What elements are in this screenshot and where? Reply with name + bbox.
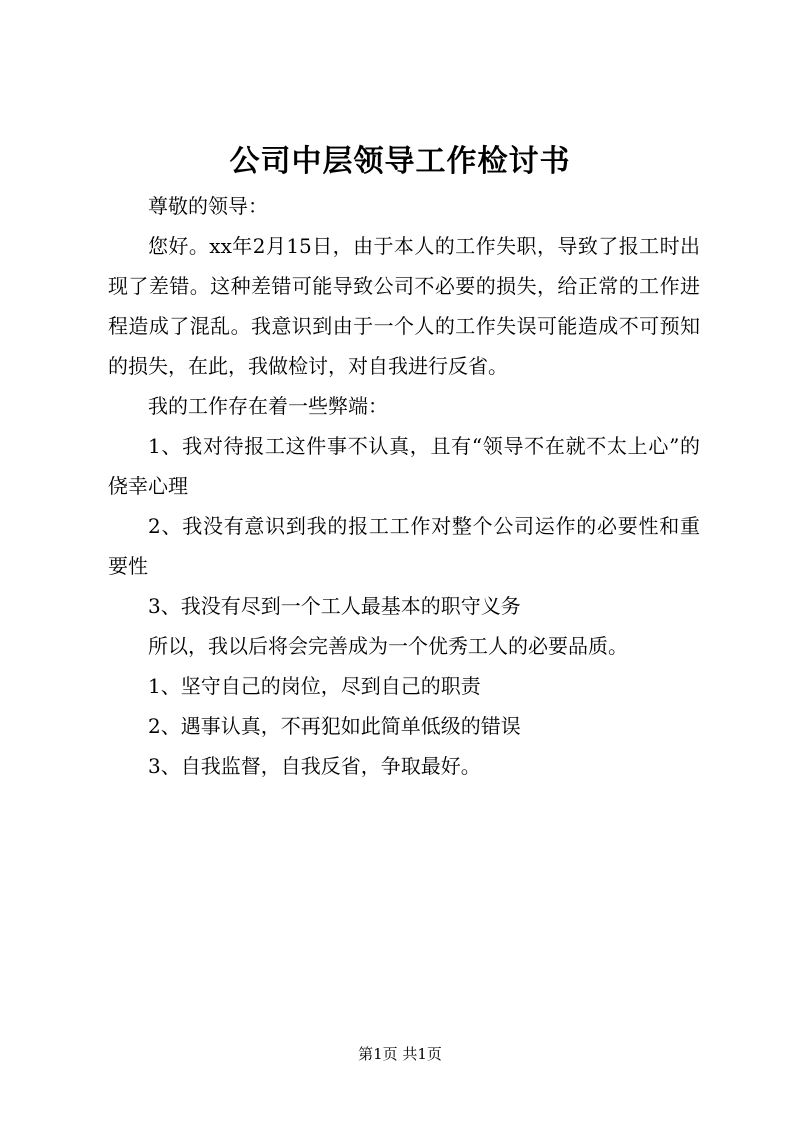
paragraph-intro: 您好。xx年2月15日，由于本人的工作失职，导致了报工时出现了差错。这种差错可能导致公司不必要的损失，给正常的工作进程造成了混乱。我意识到由于一个人的工作失误可能造成不可预知的损失，在此，我做检讨，对自我进行反省。: [108, 234, 700, 378]
salutation: 尊敬的领导：: [148, 194, 268, 218]
paragraph-shortcomings-heading: 我的工作存在着一些弊端：: [148, 394, 388, 418]
list-item-resolution-1: 1、坚守自己的岗位，尽到自己的职责: [148, 674, 481, 698]
list-item-shortcoming-1: 1、我对待报工这件事不认真，且有“领导不在就不太上心”的侥幸心理: [108, 434, 700, 498]
list-item-resolution-3: 3、自我监督，自我反省，争取最好。: [148, 754, 481, 778]
paragraph-resolution: 所以，我以后将会完善成为一个优秀工人的必要品质。: [148, 634, 628, 658]
page-number-footer: 第1页 共1页: [358, 1045, 442, 1063]
list-item-resolution-2: 2、遇事认真，不再犯如此简单低级的错误: [148, 714, 521, 738]
document-title: 公司中层领导工作检讨书: [229, 144, 571, 179]
list-item-shortcoming-2: 2、我没有意识到我的报工工作对整个公司运作的必要性和重要性: [108, 514, 700, 578]
document-body: [108, 186, 700, 786]
list-item-shortcoming-3: 3、我没有尽到一个工人最基本的职守义务: [148, 594, 521, 618]
